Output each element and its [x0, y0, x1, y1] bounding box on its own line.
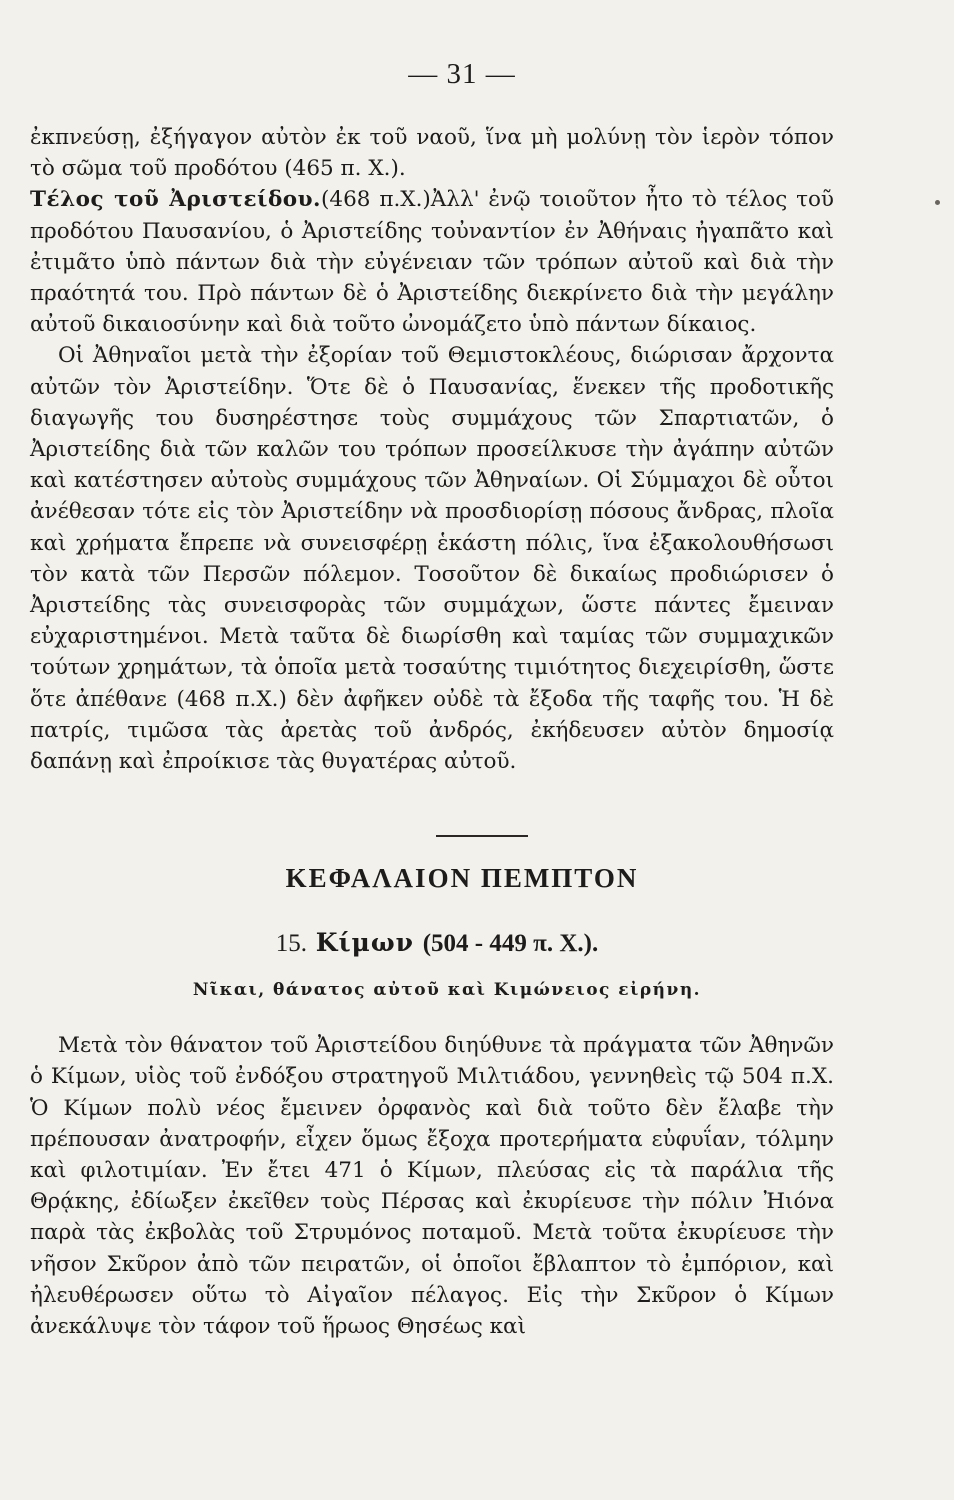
- paragraph-2-body: (468 π.Χ.)Ἀλλ' ἐνῷ τοιοῦτον ἦτο τὸ τέλος τοῦ προδότου Παυσανίου, ὁ Ἀριστείδης τοὐναντίον ἐν Ἀθήναις ἠγαπᾶτο καὶ ἐτιμᾶτο ὑπὸ πάντων διὰ τὴν εὐγένειαν τῶν τρόπων αὐτοῦ καὶ διὰ τὴν πραότητά του. Πρὸ πάντων δὲ ὁ Ἀριστείδης διεκρίνετο διὰ τὴν μεγάλην αὐτοῦ δικαιοσύνην καὶ διὰ τοῦτο ὠνομάζετο ὑπὸ πάντων δίκαιος.: [30, 187, 834, 338]
- paragraph-2: [30, 184, 834, 340]
- section-subtitle: Νῖκαι, θάνατος αὐτοῦ καὶ Κιμώνειος εἰρήνη.: [192, 980, 702, 1001]
- section-dates: (504 - 449 π. Χ.).: [422, 930, 599, 958]
- section-heading: [30, 928, 834, 958]
- section-number: 15.: [275, 930, 308, 958]
- inline-heading-aristeides-end: Τέλος τοῦ Ἀριστείδου.: [30, 187, 322, 213]
- paragraph-3: Οἱ Ἀθηναῖοι μετὰ τὴν ἐξορίαν τοῦ Θεμιστοκλέους, διώρισαν ἄρχοντα αὐτῶν τὸν Ἀριστείδην. Ὅτε δὲ ὁ Παυσανίας, ἕνεκεν τῆς προδοτικῆς διαγωγῆς του δυσηρέστησε τοὺς συμμάχους τῶν Σπαρτιατῶν, ὁ Ἀριστείδης διὰ τῶν καλῶν του τρόπων προσείλκυσε τὴν ἀγάπην αὐτῶν καὶ κατέστησεν αὐτοὺς συμμάχους τῶν Ἀθηναίων. Οἱ Σύμμαχοι δὲ οὗτοι ἀνέθεσαν τότε εἰς τὸν Ἀριστείδην νὰ προσδιορίσῃ πόσους ἄνδρας, πλοῖα καὶ χρήματα ἔπρεπε νὰ συνεισφέρῃ ἑκάστη πόλις, ἵνα ἐξακολουθήσωσι τὸν κατὰ τῶν Περσῶν πόλεμον. Τοσοῦτον δὲ δικαίως προδιώρισεν ὁ Ἀριστείδης τὰς συνεισφορὰς τῶν συμμάχων, ὥστε πάντες ἔμειναν εὐχαριστημένοι. Μετὰ ταῦτα δὲ διωρίσθη καὶ ταμίας τῶν συμμαχικῶν τούτων χρημάτων, τὰ ὁποῖα μετὰ τοσαύτης τιμιότητος διεχειρίσθη, ὥστε ὅτε ἀπέθανε (468 π.Χ.) δὲν ἀφῆκεν οὐδὲ τὰ ἔξοδα τῆς ταφῆς του. Ἡ δὲ πατρίς, τιμῶσα τὰς ἀρετὰς τοῦ ἀνδρός, ἐκήδευσεν αὐτὸν δημοσίᾳ δαπάνῃ καὶ ἐπροίκισε τὰς θυγατέρας αὐτοῦ.: [30, 343, 834, 775]
- margin-speck: [935, 200, 940, 205]
- section-divider: [436, 835, 528, 837]
- paragraph-kimon: Μετὰ τὸν θάνατον τοῦ Ἀριστείδου διηύθυνε τὰ πράγματα τῶν Ἀθηνῶν ὁ Κίμων, υἱὸς τοῦ ἐνδόξου στρατηγοῦ Μιλτιάδου, γεννηθεὶς τῷ 504 π.Χ. Ὁ Κίμων πολὺ νέος ἔμεινεν ὀρφανὸς καὶ διὰ τοῦτο δὲν ἔλαβε τὴν πρέπουσαν ἀνατροφήν, εἶχεν ὅμως ἔξοχα προτερήματα εὐφυΐαν, τόλμην καὶ φιλοτιμίαν. Ἐν ἔτει 471 ὁ Κίμων, πλεύσας εἰς τὰ παράλια τῆς Θρᾴκης, ἐδίωξεν ἐκεῖθεν τοὺς Πέρσας καὶ ἐκυρίευσε τὴν πόλιν Ἠιόνα παρὰ τὰς ἐκβολὰς τοῦ Στρυμόνος ποταμοῦ. Μετὰ τοῦτα ἐκυρίευσε τὴν νῆσον Σκῦρον ἀπὸ τῶν πειρατῶν, οἱ ὁποῖοι ἔβλαπτον τὸ ἐμπόριον, καὶ ἠλευθέρωσεν οὕτω τὸ Αἰγαῖον πέλαγος. Εἰς τὴν Σκῦρον ὁ Κίμων ἀνεκάλυψε τὸν τάφον τοῦ ἥρωος Θησέως καὶ: [30, 1033, 834, 1340]
- paragraph-1: ἐκπνεύσῃ, ἐξήγαγον αὐτὸν ἐκ τοῦ ναοῦ, ἵνα μὴ μολύνῃ τὸν ἱερὸν τόπον τὸ σῶμα τοῦ προδότου (465 π. Χ.).: [30, 125, 834, 182]
- chapter-title: ΚΕΦΑΛΑΙΟΝ ΠΕΜΠΤΟΝ: [285, 863, 639, 894]
- page-number: — 31 —: [408, 58, 516, 90]
- section-name: Κίμων: [315, 928, 415, 958]
